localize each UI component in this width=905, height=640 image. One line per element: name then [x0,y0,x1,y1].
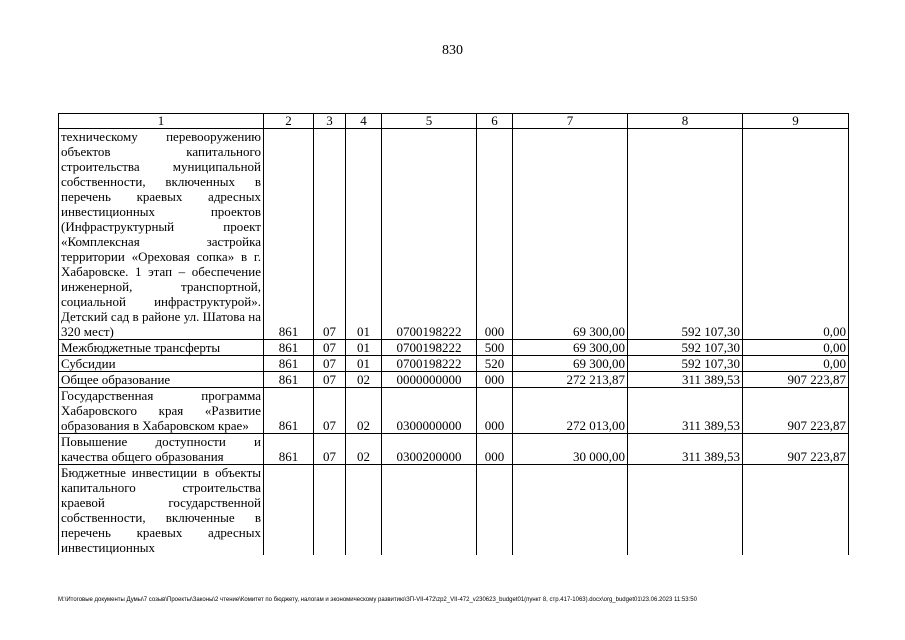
cell-col2: 861 [264,372,314,388]
cell-col7: 30 000,00 [513,434,628,465]
header-cell-6: 6 [477,114,513,129]
cell-col6: 000 [477,372,513,388]
row-name-cell: Межбюджетные трансферты [59,340,264,356]
header-cell-5: 5 [382,114,477,129]
cell-col7: 69 300,00 [513,356,628,372]
cell-col9: 907 223,87 [743,434,849,465]
cell-col7: 272 213,87 [513,372,628,388]
cell-col9: 907 223,87 [743,388,849,434]
cell-col6 [477,465,513,556]
cell-col6: 520 [477,356,513,372]
table-row [59,434,849,465]
cell-col4: 01 [346,129,382,340]
cell-col5: 0300000000 [382,388,477,434]
cell-col2: 861 [264,356,314,372]
cell-col4: 02 [346,434,382,465]
cell-col4: 01 [346,356,382,372]
header-cell-7: 7 [513,114,628,129]
budget-table [58,113,849,555]
cell-col9: 0,00 [743,356,849,372]
cell-col5: 0700198222 [382,340,477,356]
cell-col2: 861 [264,340,314,356]
cell-col3: 07 [314,356,346,372]
cell-col7: 69 300,00 [513,129,628,340]
header-cell-3: 3 [314,114,346,129]
table-row [59,388,849,434]
cell-col9: 0,00 [743,340,849,356]
row-name-cell: Государственная программа Хабаровского края «Развитие образования в Хабаровском крае» [59,388,264,434]
row-name-cell: Общее образование [59,372,264,388]
cell-col7 [513,465,628,556]
cell-col3: 07 [314,372,346,388]
cell-col8 [628,465,743,556]
cell-col9: 907 223,87 [743,372,849,388]
cell-col4: 01 [346,340,382,356]
cell-col4: 02 [346,372,382,388]
row-name-cell: Бюджетные инвестиции в объекты капитального строительства краевой государственной собственности, включенные в перечень краевых адресных инвестиционных [59,465,264,556]
header-cell-1: 1 [59,114,264,129]
cell-col8: 311 389,53 [628,434,743,465]
cell-col3: 07 [314,129,346,340]
cell-col2: 861 [264,388,314,434]
cell-col5 [382,465,477,556]
table-row [59,465,849,556]
cell-col2 [264,465,314,556]
header-cell-2: 2 [264,114,314,129]
cell-col3: 07 [314,434,346,465]
cell-col8: 311 389,53 [628,388,743,434]
cell-col8: 592 107,30 [628,340,743,356]
cell-col6: 500 [477,340,513,356]
cell-col2: 861 [264,129,314,340]
table-row [59,356,849,372]
header-cell-4: 4 [346,114,382,129]
cell-col7: 272 013,00 [513,388,628,434]
cell-col3: 07 [314,388,346,434]
table-row [59,372,849,388]
row-name-cell: Субсидии [59,356,264,372]
row-name-cell: техническому перевооружению объектов капитального строительства муниципальной собственности, включенных в перечень краевых адресных инвестиционных проектов (Инфраструктурный проект «Комплексная застройка территории «Ореховая сопка» в г. Хабаровске. 1 этап – обеспечение инженерной, транспортной, социальной инфраструктурой». Детский сад в районе ул. Шатова на 320 мест) [59,129,264,340]
cell-col6: 000 [477,129,513,340]
page-number: 830 [442,43,463,58]
cell-col8: 311 389,53 [628,372,743,388]
table-row [59,340,849,356]
row-name-cell: Повышение доступности и качества общего образования [59,434,264,465]
cell-col6: 000 [477,388,513,434]
table-row [59,129,849,340]
cell-col4: 02 [346,388,382,434]
cell-col7: 69 300,00 [513,340,628,356]
cell-col6: 000 [477,434,513,465]
cell-col8: 592 107,30 [628,356,743,372]
document-file-path: M:\Итоговые документы Думы\7 созыв\Проекты\Законы\2 чтение\Комитет по бюджету, налогам и экономическому развитию\ЗП-VII-472\zp2_VII-472_v230623_budget01(пункт 8, стр.417-1063).docx\org_budget01\23.06.2023 11:53:50 [58,597,697,603]
cell-col3: 07 [314,340,346,356]
cell-col5: 0000000000 [382,372,477,388]
cell-col5: 0700198222 [382,356,477,372]
header-cell-8: 8 [628,114,743,129]
table-header-row [59,114,849,129]
cell-col5: 0300200000 [382,434,477,465]
header-cell-9: 9 [743,114,849,129]
cell-col9 [743,465,849,556]
cell-col4 [346,465,382,556]
cell-col9: 0,00 [743,129,849,340]
cell-col3 [314,465,346,556]
cell-col5: 0700198222 [382,129,477,340]
cell-col8: 592 107,30 [628,129,743,340]
cell-col2: 861 [264,434,314,465]
